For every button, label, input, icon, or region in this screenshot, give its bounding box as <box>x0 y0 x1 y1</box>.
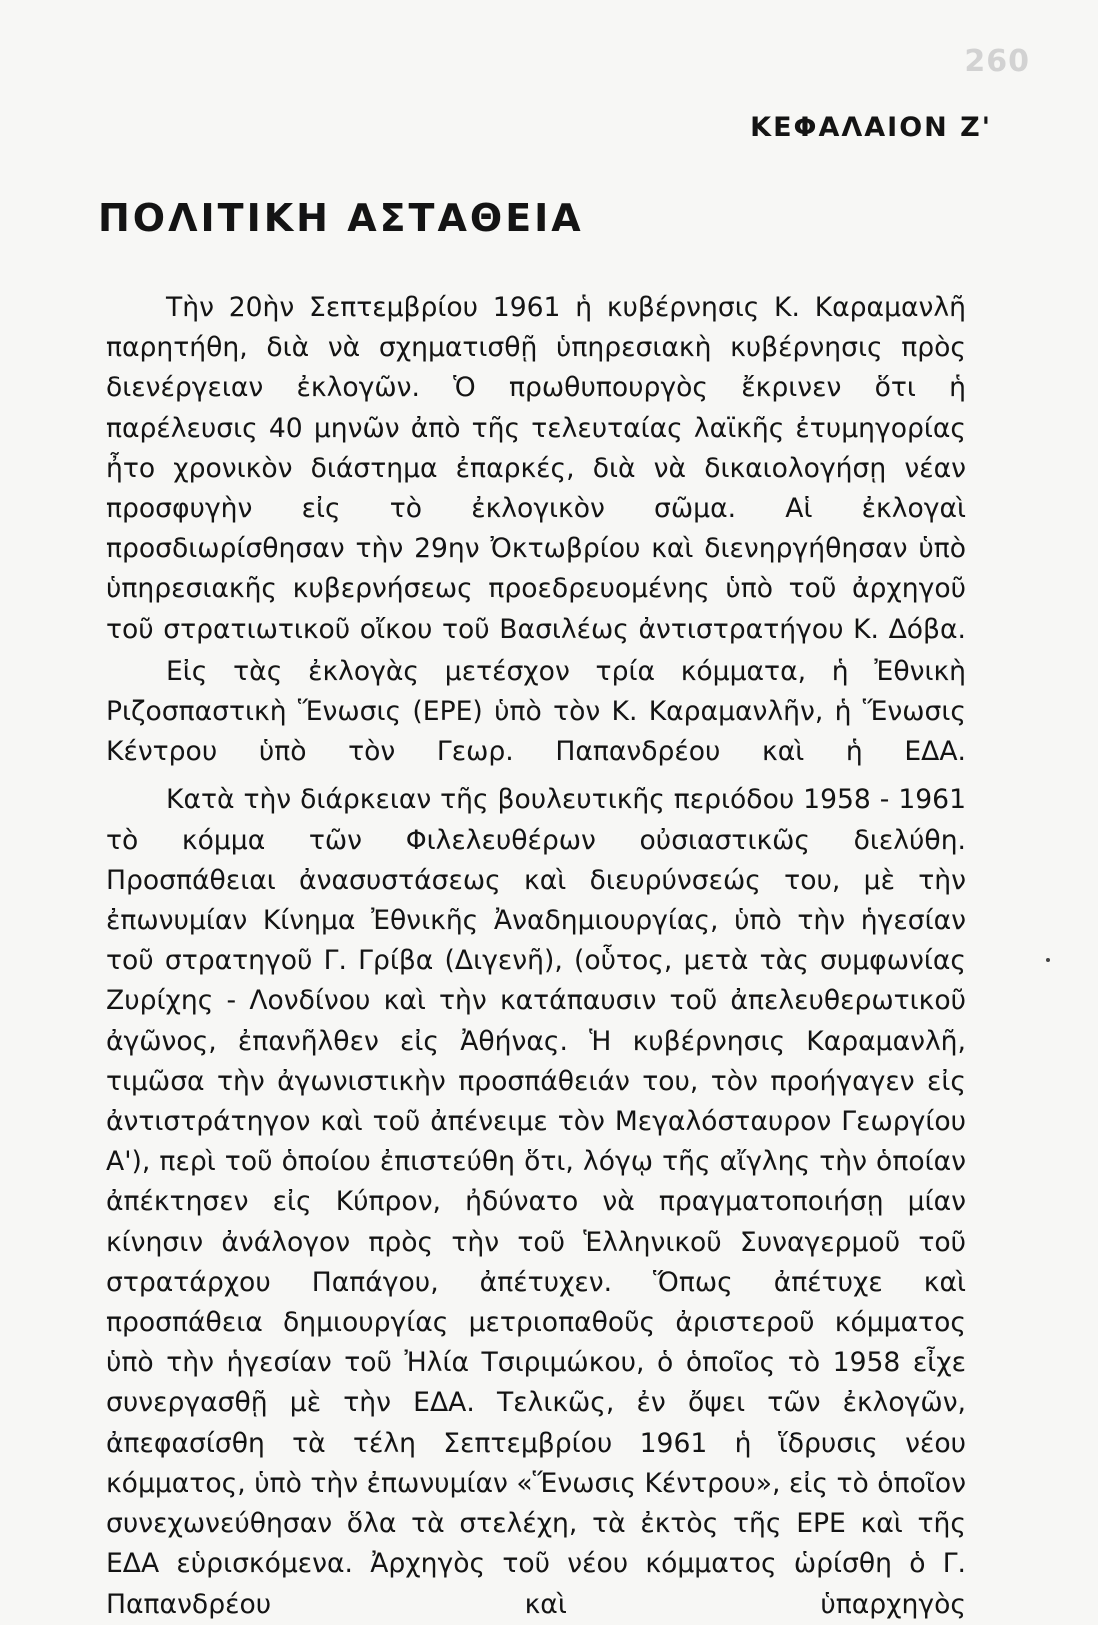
chapter-heading: ΚΕΦΑΛΑΙΟΝ Ζ' <box>750 112 992 143</box>
body-text <box>106 278 966 1625</box>
margin-ink-dot <box>1046 958 1050 962</box>
ghost-page-number: 260 <box>964 44 1030 79</box>
paragraph-2: Εἰς τὰς ἐκλογὰς μετέσχον τρία κόμματα, ἡ Ἐθνικὴ Ριζοσπαστικὴ Ἕνωσις (ΕΡΕ) ὑπὸ τὸν Κ. Καραμανλῆν, ἡ Ἕνωσις Κέντρου ὑπὸ τὸν Γεωρ. Παπανδρέου καὶ ἡ ΕΔΑ. <box>106 655 966 768</box>
chapter-title: ΠΟΛΙΤΙΚΗ ΑΣΤΑΘΕΙΑ <box>98 196 584 240</box>
paragraph-1: Τὴν 20ὴν Σεπτεμβρίου 1961 ἡ κυβέρνησις Κ. Καραμανλῆ παρητήθη, διὰ νὰ σχηματισθῇ ὑπηρεσιακὴ κυβέρνησις πρὸς διενέργειαν ἐκλογῶν. Ὁ πρωθυπουργὸς ἔκρινεν ὅτι ἡ παρέλευσις 40 μηνῶν ἀπὸ τῆς τελευταίας λαϊκῆς ἐτυμηγορίας ἦτο χρονικὸν διάστημα ἐπαρκές, διὰ νὰ δικαιολογήσῃ νέαν προσφυγὴν εἰς τὸ ἐκλογικὸν σῶμα. Αἱ ἐκλογαὶ προσδιωρίσθησαν τὴν 29ην Ὀκτωβρίου καὶ διενηργήθησαν ὑπὸ ὑπηρεσιακῆς κυβερνήσεως προεδρευομένης ὑπὸ τοῦ ἀρχηγοῦ τοῦ στρατιωτικοῦ οἴκου τοῦ Βασιλέως ἀντιστρατήγου Κ. Δόβα. <box>106 292 966 645</box>
paragraph-3: Κατὰ τὴν διάρκειαν τῆς βουλευτικῆς περιόδου 1958 - 1961 τὸ κόμμα τῶν Φιλελευθέρων οὐσιαστικῶς διελύθη. Προσπάθειαι ἀνασυστάσεως καὶ διευρύνσεώς του, μὲ τὴν ἐπωνυμίαν Κίνημα Ἐθνικῆς Ἀναδημιουργίας, ὑπὸ τὴν ἡγεσίαν τοῦ στρατηγοῦ Γ. Γρίβα (Διγενῆ), (οὗτος, μετὰ τὰς συμφωνίας Ζυρίχης - Λονδίνου καὶ τὴν κατάπαυσιν τοῦ ἀπελευθερωτικοῦ ἀγῶνος, ἐπανῆλθεν εἰς Ἀθήνας. Ἡ κυβέρνησις Καραμανλῆ, τιμῶσα τὴν ἀγωνιστικὴν προσπάθειάν του, τὸν προήγαγεν εἰς ἀντιστράτηγον καὶ τοῦ ἀπένειμε τὸν Μεγαλόσταυρον Γεωργίου Α'), περὶ τοῦ ὁποίου ἐπιστεύθη ὅτι, λόγῳ τῆς αἴγλης τὴν ὁποίαν ἀπέκτησεν εἰς Κύπρον, ἠδύνατο νὰ πραγματοποιήσῃ μίαν κίνησιν ἀνάλογον πρὸς τὴν τοῦ Ἑλληνικοῦ Συναγερμοῦ τοῦ στρατάρχου Παπάγου, ἀπέτυχεν. Ὅπως ἀπέτυχε καὶ προσπάθεια δημιουργίας μετριοπαθοῦς ἀριστεροῦ κόμματος ὑπὸ τὴν ἡγεσίαν τοῦ Ἠλία Τσιριμώκου, ὁ ὁποῖος τὸ 1958 εἶχε συνεργασθῇ μὲ τὴν ΕΔΑ. Τελικῶς, ἐν ὄψει τῶν ἐκλογῶν, ἀπεφασίσθη τὰ τέλη Σεπτεμβρίου 1961 ἡ ἵδρυσις νέου κόμματος, ὑπὸ τὴν ἐπωνυμίαν «Ἕνωσις Κέντρου», εἰς τὸ ὁποῖον συνεχωνεύθησαν ὅλα τὰ στελέχη, τὰ ἐκτὸς τῆς ΕΡΕ καὶ τῆς ΕΔΑ εὑρισκόμενα. Ἀρχηγὸς τοῦ νέου κόμματος ὡρίσθη ὁ Γ. Παπανδρέου καὶ ὑπαρχηγὸς <box>106 784 966 1620</box>
